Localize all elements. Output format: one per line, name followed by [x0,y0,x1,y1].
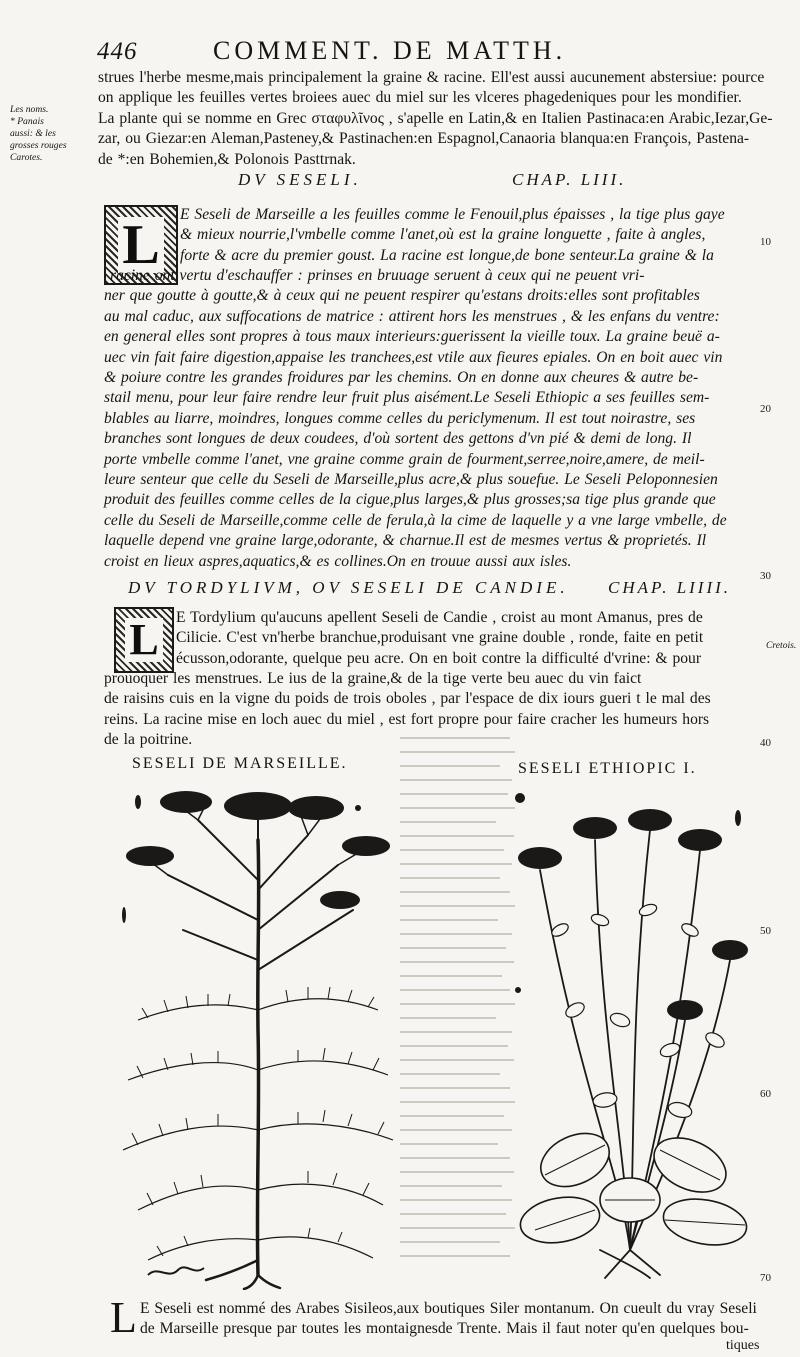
text-line: La plante qui se nomme en Grec σταφυλῖνος , s'apelle en Latin,& en Italien Pastinaca:en Arabic,Iezar,Ge- [98,109,773,127]
chapter-54-opening-lines [176,608,766,669]
margin-note-names [10,104,94,164]
chapter-53-number: CHAP. LIII. [512,170,627,189]
text-line: de Marseille presque par toutes les montaignesde Trente. Mais il faut noter qu'en quelques bou- [140,1320,749,1338]
text-line: en general elles sont propres à tous maux interieurs:guerissent la vieille toux. La graine beuë a- [104,328,720,346]
text-line: porte vmbelle comme l'anet, vne graine comme grain de fourment,serree,noire,amere, de meil- [104,450,705,468]
text-line: produit des feuilles comme celles de la cigue,plus larges,& plus grosses;sa tige plus grande que [104,491,716,509]
top-paragraph [98,68,773,170]
margin-note-line: * Panais [10,116,44,127]
text-line: E Seseli est nommé des Arabes Sisileos,aux boutiques Siler montanum. On cueult du vray Seseli [140,1300,757,1317]
text-line: de raisins cuis en la vigne du poids de trois oboles , par l'espace de dix iours gueri t le mal des [104,690,711,708]
final-paragraph [140,1299,780,1340]
text-line: écusson,odorante, quelque peu acre. On en boit contre la difficulté d'vrine: & pour [176,649,702,667]
text-line: de *:en Bohemien,& Polonois Pasttrnak. [98,150,356,168]
seseli-ethiopic-woodcut [500,790,760,1280]
page-number: 446 [97,38,138,65]
margin-note-line: aussi: & les [10,128,56,139]
text-line: prouoquer les menstrues. Le ius de la graine,& de la tige verte beu auec du vin faict [104,670,642,687]
text-line: de la poitrine. [104,731,193,749]
text-line: racine ont vertu d'eschauffer : prinses en bruuage seruent à ceux qui ne peuent vri- [110,267,645,284]
margin-note-line: Les noms. [10,104,49,115]
text-line: strues l'herbe mesme,mais principalement la graine & racine. Ell'est aussi aucunement abstersiue: pource [98,69,765,86]
text-line: zar, ou Giezar:en Aleman,Pasteney,& Pastinachen:en Espagnol,Canaoria blanqua:en François, Pastena- [98,130,750,148]
line-number: 10 [760,236,771,248]
text-line: ner que goutte à goutte,& à ceux qui ne peuent respirer qu'estans droits:elles sont profitables [104,287,700,305]
chapter-54-title: DV TORDYLIVM, OV SESELI DE CANDIE. [128,578,569,597]
ornamental-initial [114,607,174,673]
text-line: & poiure contre les grandes froidures par les chemins. On en donne aux cheures & autre be- [104,369,699,387]
text-line: celle du Seseli de Marseille,comme celle de ferula,à la cime de laquelle y a vne large vmbelle, de [104,511,727,529]
line-number: 40 [760,737,771,749]
figure-label-left: SESELI DE MARSEILLE. [132,755,348,772]
text-line: uec vin fait faire digestion,appaise les tranchees,est vtile aux fieures epiales. On en boit auec vin [104,348,723,366]
line-number: 30 [760,570,771,582]
text-line: on applique les feuilles vertes broiees auec du miel sur les vlceres phagedeniques pour les mondifier. [98,89,742,107]
final-initial: L [110,1293,137,1342]
chapter-54-number: CHAP. LIIII. [608,578,732,597]
fennel-plant-icon [108,780,408,1290]
chapter-53-opening-lines [180,205,760,266]
text-line: & mieux nourrie,l'vmbelle comme l'anet,où est la graine longuette , faite à angles, [180,226,706,244]
text-line: branches sont longues de deux coudees, d'où sortent des gettons d'vn pié & demi de long. Il [104,430,692,448]
ethiopic-plant-icon [500,790,760,1280]
text-line: au mal caduc, aux suffocations de matrice : attirent hors les menstrues , & les enfans du ventre: [104,307,720,325]
initial-letter: L [118,217,163,273]
running-head: COMMENT. DE MATTH. [213,36,567,65]
line-number: 70 [760,1272,771,1284]
margin-note-cretois: Cretois. [766,640,797,651]
text-line: forte & acre du premier goust. La racine est longue,de bone senteur.La graine & la [180,246,714,264]
margin-note-line: Carotes. [10,152,43,163]
figure-label-right: SESELI ETHIOPIC I. [518,760,697,777]
text-line: E Tordylium qu'aucuns apellent Seseli de Candie , croist au mont Amanus, pres de [176,609,703,626]
line-number: 60 [760,1088,771,1100]
text-line: blables au liarre, moindres, longues comme celles du periclymenum. Il est tout noirastre, ses [104,409,696,427]
initial-letter: L [125,618,162,662]
line-number: 20 [760,403,771,415]
catchword: tiques [726,1338,760,1353]
text-line: reins. La racine mise en loch auec du miel , est fort propre pour faire cracher les humeurs hors [104,710,710,728]
text-line: stail menu, pour leur faire rendre leur fruit plus aisément.Le Seseli Ethiopic a ses feuilles sem- [104,389,710,407]
chapter-53-title: DV SESELI. [238,170,362,189]
text-line: Cilicie. C'est vn'herbe branchue,produisant vne graine double , ronde, faite en petit [176,629,704,647]
text-line: laquelle depend vne graine large,odorante, & charnue.Il est de mesmes vertus & proprietés. Il [104,532,707,550]
chapter-53-paragraph [104,266,764,572]
text-line: leure senteur que celle du Seseli de Marseille,plus acre,& plus souefue. Le Seseli Peloponnesien [104,471,718,489]
seseli-de-marseille-woodcut [108,780,408,1290]
margin-note-line: grosses rouges [10,140,67,151]
text-line: E Seseli de Marseille a les feuilles comme le Fenouil,plus épaisses , la tige plus gaye [180,206,725,223]
text-line: croist en lieux aspres,aquatics,& es collines.On en trouue aussi aux isles. [104,552,572,570]
line-number: 50 [760,925,771,937]
